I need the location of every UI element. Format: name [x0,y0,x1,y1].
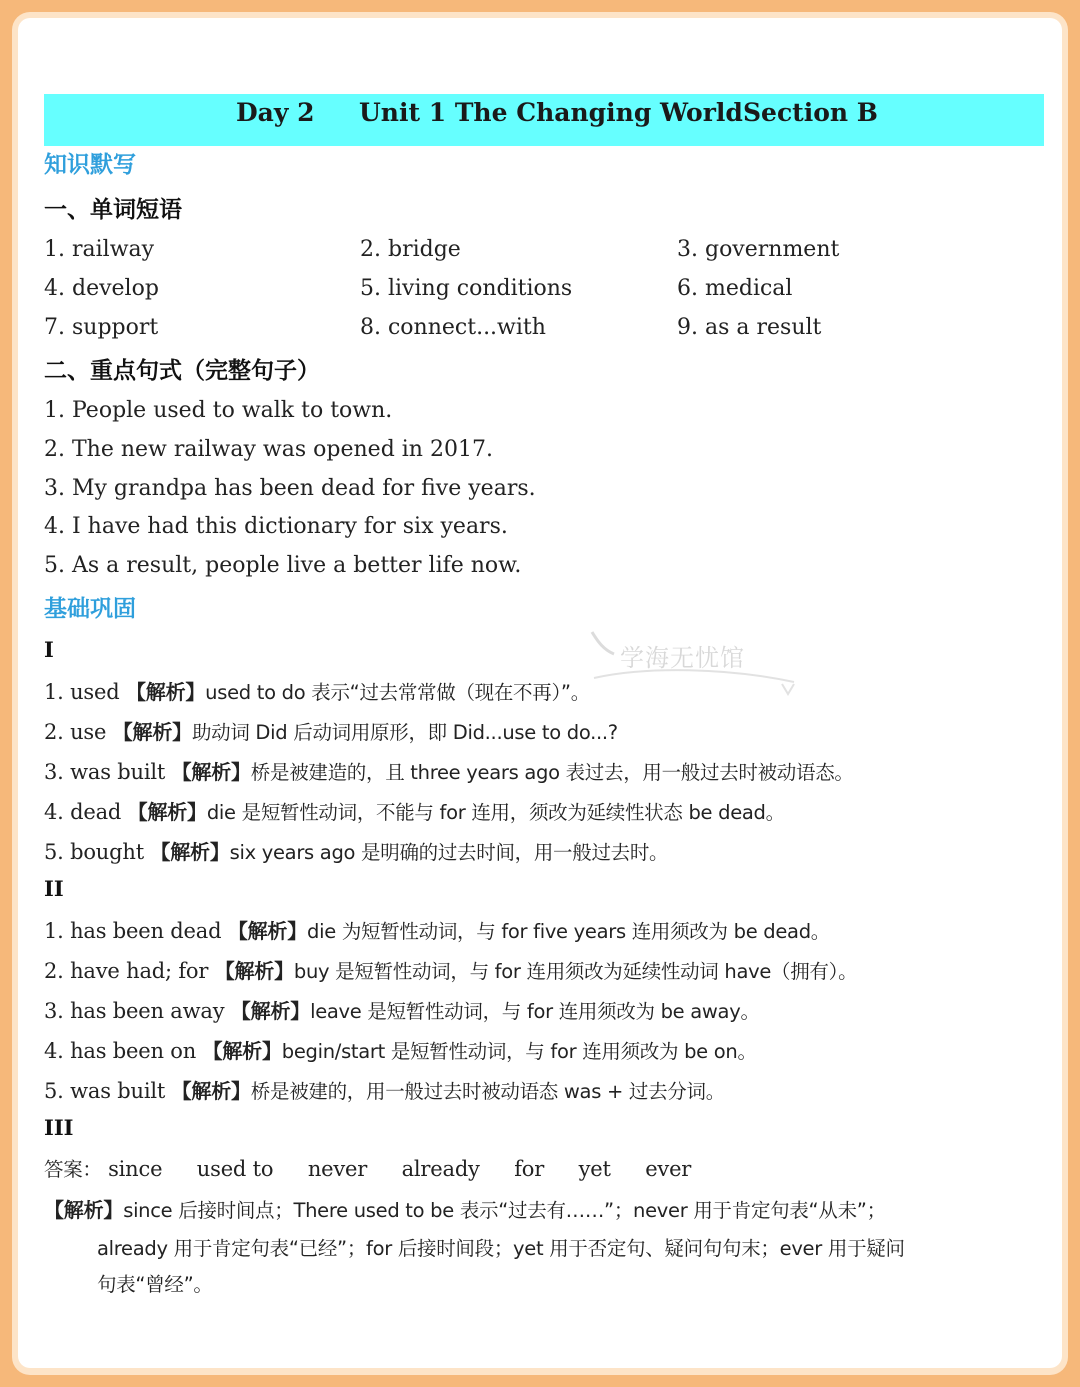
answer: 3. has been away [44,999,225,1023]
answer-row [44,756,854,785]
section-III-label: III [44,1115,74,1140]
analysis-note: 助动词 Did 后动词用原形，即 Did...use to do...? [191,721,618,744]
analysis-tag: 【解析】 [202,1039,282,1063]
watermark-text: 学海无忧馆 [620,644,745,672]
answer: 2. have had; for [44,959,209,983]
answer: 3. was built [44,760,166,784]
vocab-item: 3. government [677,237,840,262]
analysis-note: 桥是被建造的，且 three years ago 表过去，用一般过去时被动语态。 [250,761,854,784]
analysis-tag: 【解析】 [171,1079,251,1103]
answer-word: ever [645,1157,692,1181]
explanation-text: 句表“曾经”。 [97,1273,213,1296]
vocab-item: 6. medical [677,276,793,301]
consolidation-heading: 基础巩固 [44,596,136,622]
answer: 4. dead [44,800,122,824]
answer: 1. has been dead [44,919,222,943]
analysis-note: six years ago 是明确的过去时间，用一般过去时。 [229,841,669,864]
answer-row [44,955,857,984]
sentence-item: 2. The new railway was opened in 2017. [44,437,493,462]
part1-heading: 一、单词短语 [44,197,182,223]
explanation-line [97,1269,213,1297]
analysis-tag: 【解析】 [112,720,192,744]
analysis-tag: 【解析】 [44,1198,124,1222]
analysis-note: die 是短暂性动词，不能与 for 连用，须改为延续性状态 be dead。 [206,801,785,824]
analysis-tag: 【解析】 [171,760,251,784]
answer-label: 答案： [44,1158,102,1181]
answer-words-row [44,1154,719,1182]
analysis-tag: 【解析】 [227,919,308,943]
answer: 2. use [44,720,107,744]
analysis-note: die 为短暂性动词，与 for five years 连用须改为 be dead。 [307,920,830,943]
section-I-label: I [44,637,54,662]
vocab-item: 2. bridge [360,237,461,262]
analysis-tag: 【解析】 [214,959,294,983]
answer-row [44,915,830,944]
watermark [588,628,803,698]
analysis-note: used to do 表示“过去常常做（现在不再）”。 [205,681,590,704]
answer-row [44,676,590,705]
analysis-note: leave 是短暂性动词，与 for 连用须改为 be away。 [310,1000,760,1023]
answer-word: already [401,1157,480,1181]
part2-heading: 二、重点句式（完整句子） [44,358,320,384]
explanation-line [44,1194,886,1223]
explanation-text: already 用于肯定句表“已经”；for 后接时间段；yet 用于否定句、疑问句句末；ever 用于疑问 [97,1237,905,1260]
answer: 4. has been on [44,1039,197,1063]
answer-word: used to [196,1157,274,1181]
explanation-line [97,1233,905,1261]
analysis-note: buy 是短暂性动词，与 for 连用须改为延续性动词 have（拥有）。 [293,960,858,983]
sentence-item: 5. As a result, people live a better life now. [44,553,522,578]
explanation-text: since 后接时间点；There used to be 表示“过去有……”；never 用于肯定句表“从未”； [123,1199,886,1222]
vocab-item: 7. support [44,315,159,340]
answer: 1. used [44,680,120,704]
banner-section: Section B [743,98,878,127]
banner-day: Day 2 [236,98,315,127]
answer: 5. was built [44,1079,166,1103]
answer-word: for [514,1157,545,1181]
sentence-item: 3. My grandpa has been dead for five years. [44,476,536,501]
answer-row [44,1075,725,1104]
answer-word: since [108,1157,163,1181]
answer-row [44,716,618,745]
section-II-label: II [44,876,64,901]
sentence-item: 4. I have had this dictionary for six years. [44,514,508,539]
title-banner [44,94,1044,146]
vocab-item: 1. railway [44,237,155,262]
sentence-item: 1. People used to walk to town. [44,398,393,423]
answer-row [44,1035,757,1064]
vocab-item: 8. connect...with [360,315,546,340]
analysis-note: begin/start 是短暂性动词，与 for 连用须改为 be on。 [281,1040,757,1063]
analysis-tag: 【解析】 [230,999,311,1023]
analysis-tag: 【解析】 [150,840,230,864]
knowledge-heading: 知识默写 [44,152,136,178]
answer-row [44,796,785,825]
answer-word: yet [578,1157,611,1181]
vocab-item: 4. develop [44,276,159,301]
answer-row [44,995,760,1024]
vocab-item: 5. living conditions [360,276,573,301]
answer: 5. bought [44,840,144,864]
answer-word: never [307,1157,368,1181]
banner-unit: Unit 1 The Changing World [359,98,743,127]
vocab-item: 9. as a result [677,315,822,340]
analysis-tag: 【解析】 [127,800,207,824]
answer-row [44,836,668,865]
analysis-note: 桥是被建的，用一般过去时被动语态 was + 过去分词。 [250,1080,725,1103]
analysis-tag: 【解析】 [125,680,206,704]
